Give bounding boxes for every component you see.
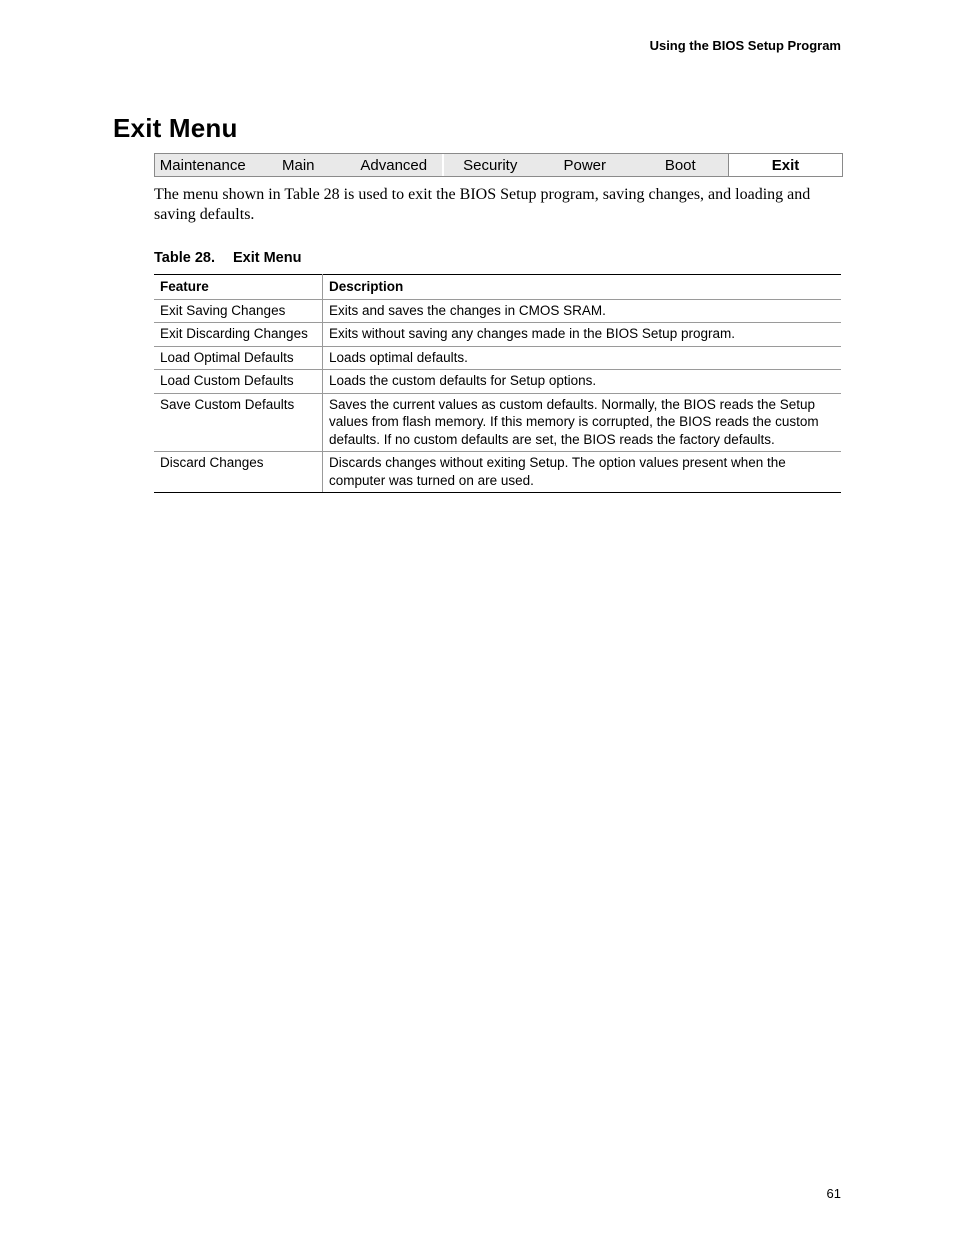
intro-paragraph: The menu shown in Table 28 is used to exit the BIOS Setup program, saving changes, and loading and saving defaults. bbox=[154, 186, 811, 223]
table-caption-title: Exit Menu bbox=[232, 250, 302, 266]
feature-cell: Load Optimal Defaults bbox=[154, 346, 323, 370]
menu-tab-boot[interactable]: Boot bbox=[633, 154, 729, 176]
menu-tab-maintenance[interactable]: Maintenance bbox=[155, 154, 251, 176]
table-row bbox=[154, 323, 841, 347]
table-row bbox=[154, 370, 841, 394]
description-cell: Discards changes without exiting Setup. The option values present when the computer was turned on are used. bbox=[323, 452, 842, 493]
column-header-feature: Feature bbox=[154, 275, 323, 300]
feature-cell: Load Custom Defaults bbox=[154, 370, 323, 394]
description-cell: Exits and saves the changes in CMOS SRAM. bbox=[323, 299, 842, 323]
menu-tab-advanced[interactable]: Advanced bbox=[346, 154, 442, 176]
running-header: Using the BIOS Setup Program bbox=[649, 38, 841, 53]
description-cell: Loads the custom defaults for Setup options. bbox=[323, 370, 842, 394]
column-header-description: Description bbox=[323, 275, 842, 300]
table-row bbox=[154, 346, 841, 370]
table-row bbox=[154, 299, 841, 323]
description-cell: Saves the current values as custom defaults. Normally, the BIOS reads the Setup values from flash memory. If this memory is corrupted, the BIOS reads the custom defaults. If no custom defaults are set, the BIOS reads the factory defaults. bbox=[323, 393, 842, 452]
table-caption bbox=[154, 250, 301, 266]
exit-menu-table bbox=[154, 274, 841, 493]
table-header-row bbox=[154, 275, 841, 300]
feature-cell: Discard Changes bbox=[154, 452, 323, 493]
table-row bbox=[154, 393, 841, 452]
description-cell: Loads optimal defaults. bbox=[323, 346, 842, 370]
feature-cell: Save Custom Defaults bbox=[154, 393, 323, 452]
description-cell: Exits without saving any changes made in the BIOS Setup program. bbox=[323, 323, 842, 347]
bios-menu-bar bbox=[154, 153, 843, 177]
menu-tab-exit[interactable]: Exit bbox=[728, 154, 842, 176]
table-row bbox=[154, 452, 841, 493]
feature-cell: Exit Discarding Changes bbox=[154, 323, 323, 347]
feature-cell: Exit Saving Changes bbox=[154, 299, 323, 323]
menu-tab-main[interactable]: Main bbox=[251, 154, 347, 176]
menu-tab-power[interactable]: Power bbox=[537, 154, 633, 176]
page-number: 61 bbox=[826, 1186, 841, 1201]
page-title: Exit Menu bbox=[113, 113, 238, 143]
menu-tab-security[interactable]: Security bbox=[442, 154, 538, 176]
table-caption-number: Table 28. bbox=[154, 250, 215, 266]
